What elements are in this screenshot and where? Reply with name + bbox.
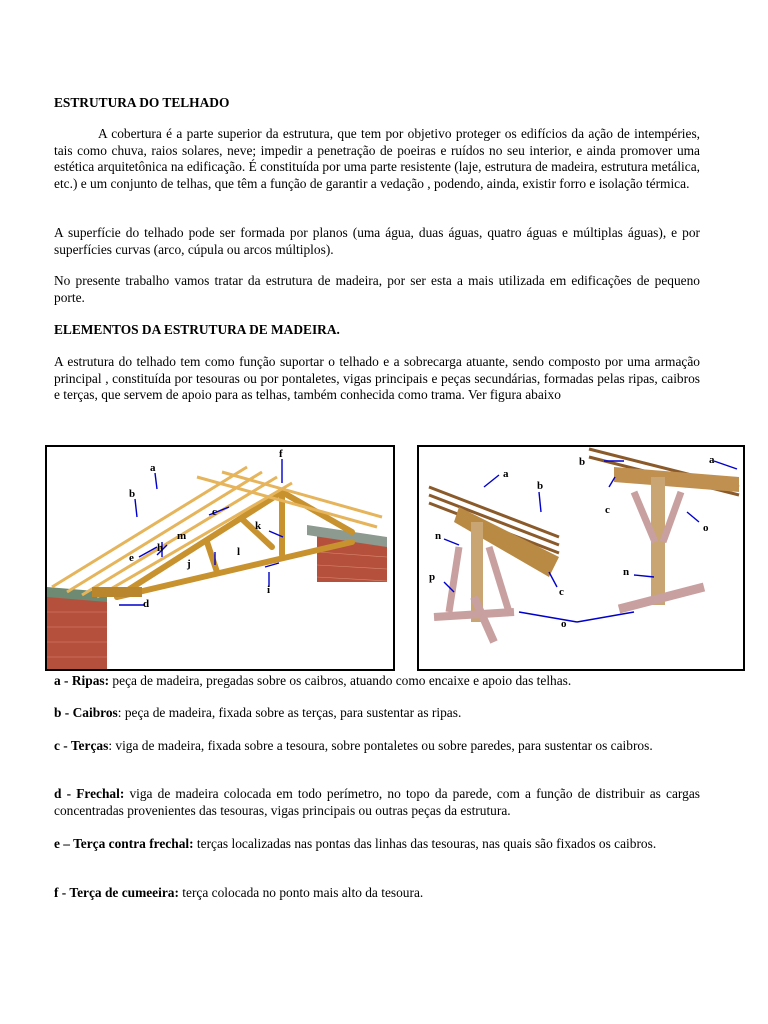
definition-term: Caibros (72, 705, 118, 720)
definition-key: f - (54, 885, 70, 900)
definition-text: viga de madeira colocada em todo perímetro, no topo da parede, com a função de distribuir as cargas concentradas provenientes das tesouras, vigas principais ou outras peças da estrutura. (54, 786, 700, 818)
section-title: ELEMENTOS DA ESTRUTURA DE MADEIRA. (54, 322, 340, 337)
label-j: j (187, 558, 191, 570)
definition-item (54, 885, 700, 902)
definition-term: Frechal: (76, 786, 125, 801)
frechal-beam (92, 587, 142, 597)
pontalete-figure (417, 445, 745, 671)
label-d: d (143, 598, 150, 610)
definition-text: peça de madeira, pregadas sobre os caibros, atuando como encaixe e apoio das telhas. (109, 673, 572, 688)
label-o-right-1: o (703, 522, 709, 534)
page-title: ESTRUTURA DO TELHADO (54, 95, 230, 110)
definition-text: terça colocada no ponto mais alto da tesoura. (178, 885, 424, 900)
label-c-right-1: c (559, 586, 564, 598)
definition-text: : peça de madeira, fixada sobre as terças, para sustentar as ripas. (117, 705, 462, 720)
definition-item (54, 836, 700, 853)
definition-key: c - (54, 738, 71, 753)
definition-term: Ripas: (71, 673, 110, 688)
definition-item (54, 738, 700, 755)
label-k: k (255, 520, 262, 532)
label-n-right-2: n (623, 566, 630, 578)
roof-truss-illustration (47, 447, 393, 669)
right-pontalete (589, 449, 739, 609)
left-pontalete (429, 487, 559, 642)
label-h: h (157, 542, 164, 554)
definition-term: Terças (70, 738, 109, 753)
definition-key: d - (54, 786, 77, 801)
definition-term: Terça contra frechal: (73, 836, 194, 851)
pontalete-illustration (419, 447, 743, 669)
definition-item (54, 705, 700, 722)
label-c: c (212, 506, 217, 518)
roof-truss-figure (45, 445, 395, 671)
label-o-right-2: o (561, 618, 567, 630)
label-l: l (237, 546, 241, 558)
definition-key: b - (54, 705, 73, 720)
definition-text: terças localizadas nas pontas das linhas das tesouras, nas quais são fixados os caibros. (193, 836, 657, 851)
label-c-right-2: c (605, 504, 610, 516)
intro-paragraph-3: No presente trabalho vamos tratar da estrutura de madeira, por ser esta a mais utilizada em edificações de pequeno porte. (54, 273, 700, 305)
label-f: f (279, 448, 283, 460)
definition-item (54, 673, 700, 690)
label-b-right-2: b (579, 456, 586, 468)
label-a: a (150, 462, 156, 474)
label-b-right-1: b (537, 480, 544, 492)
intro-paragraph-2: A superfície do telhado pode ser formada por planos (uma água, duas águas, quatro águas e múltiplas águas), e por superfícies curvas (arco, cúpula ou arcos múltiplos). (54, 225, 700, 257)
label-a-right-1: a (503, 468, 509, 480)
definition-text: : viga de madeira, fixada sobre a tesoura, sobre pontaletes ou sobre paredes, para sustentar os caibros. (108, 738, 653, 753)
label-m: m (177, 530, 187, 542)
label-e: e (129, 552, 134, 564)
truss-members (117, 492, 352, 597)
label-i: i (267, 584, 271, 596)
label-n-right-1: n (435, 530, 442, 542)
definition-item (54, 786, 700, 819)
definition-key: e – (54, 836, 74, 851)
section-paragraph: A estrutura do telhado tem como função suportar o telhado e a sobrecarga atuante, sendo composto por uma armação principal , constituída por tesouras ou por pontaletes, vigas principais e peças secundárias, formadas pelas ripas, caibros e terças, que servem de apoio para as telhas, também conhecida como trama. Ver figura abaixo (54, 354, 700, 402)
label-b: b (129, 488, 136, 500)
intro-paragraph-1: A cobertura é a parte superior da estrutura, que tem por objetivo proteger os edifícios da ação de intempéries, tais como chuva, raios solares, neve; impedir a penetração de poeiras e ruídos no seu interior, e ainda promover uma estética arquitetônica na edificação. É constituída por uma parte resistente (laje, estrutura de madeira, estrutura metálica, etc.) e um conjunto de telhas, que têm a função de garantir a vedação , podendo, ainda, existir forro e isolação térmica. (54, 126, 700, 191)
label-a-right-2: a (709, 454, 715, 466)
definition-term: Terça de cumeeira: (69, 885, 179, 900)
brick-wall-left (47, 597, 107, 669)
label-p-right: p (429, 571, 436, 583)
definition-key: a - (54, 673, 72, 688)
